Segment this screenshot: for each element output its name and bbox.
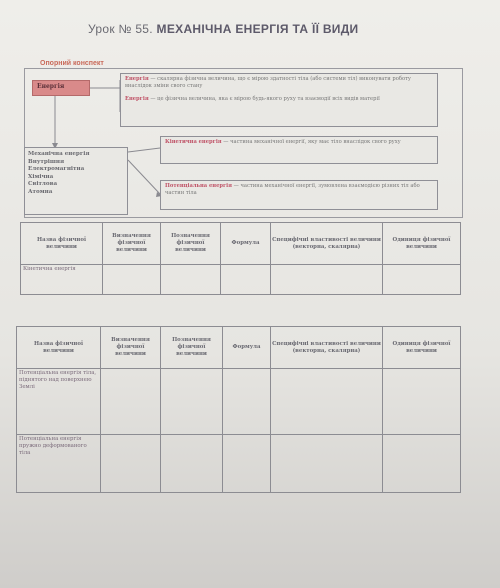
blank-cell[interactable] bbox=[103, 265, 161, 295]
energy-box-label: Енергія bbox=[37, 83, 65, 90]
definitions-box bbox=[120, 73, 438, 127]
header-name: Назва фізичної величини bbox=[21, 223, 103, 265]
header-unit: Одиниця фізичної величини bbox=[383, 327, 461, 369]
header-definition: Визначення фізичної величини bbox=[103, 223, 161, 265]
blank-cell[interactable] bbox=[223, 435, 271, 493]
kinetic-definition bbox=[165, 139, 433, 146]
lesson-title: МЕХАНІЧНА ЕНЕРГІЯ ТА ЇЇ ВИДИ bbox=[156, 22, 359, 36]
potential-text: — частина механічної енергії, зумовлена взаємодією різних тіл або частин тіла bbox=[165, 183, 420, 196]
blank-cell[interactable] bbox=[161, 369, 223, 435]
blank-cell[interactable] bbox=[161, 265, 221, 295]
blank-cell[interactable] bbox=[221, 265, 271, 295]
blank-cell[interactable] bbox=[383, 265, 461, 295]
header-formula: Формула bbox=[221, 223, 271, 265]
energy-type-item: Внутрішня bbox=[28, 158, 65, 165]
energy-types-box bbox=[24, 147, 128, 215]
table-row bbox=[21, 265, 461, 295]
header-formula: Формула bbox=[223, 327, 271, 369]
table-row bbox=[17, 369, 461, 435]
blank-cell[interactable] bbox=[101, 369, 161, 435]
definition-2 bbox=[125, 96, 433, 103]
header-symbol: Позначення фізичної величини bbox=[161, 327, 223, 369]
blank-cell[interactable] bbox=[271, 369, 383, 435]
energy-type-item: Електромагнітна bbox=[28, 166, 85, 173]
kinetic-text: — частина механічної енергії, яку має тіло внаслідок свого руху bbox=[223, 139, 401, 145]
blank-cell[interactable] bbox=[271, 435, 383, 493]
kinetic-term: Кінетична енергія bbox=[165, 139, 222, 145]
table-row bbox=[17, 435, 461, 493]
row-label: Потенціальна енергія тіла, піднятого над поверхнею Землі bbox=[17, 369, 101, 435]
blank-cell[interactable] bbox=[161, 435, 223, 493]
energy-type-item: Хімічна bbox=[28, 173, 54, 180]
blank-cell[interactable] bbox=[383, 369, 461, 435]
kinetic-energy-table bbox=[20, 222, 461, 295]
potential-definition bbox=[165, 183, 433, 197]
lesson-number: Урок № 55. bbox=[88, 22, 153, 36]
definition-1-term: Енергія bbox=[125, 76, 149, 82]
potential-definition-box bbox=[160, 180, 438, 210]
definition-2-text: — це фізична величина, яка є мірою будь-якого руху та взаємодії всіх видів матерії bbox=[150, 96, 380, 102]
definition-1 bbox=[125, 76, 433, 90]
row-label: Потенціальна енергія пружно деформованого тіла bbox=[17, 435, 101, 493]
potential-energy-table bbox=[16, 326, 461, 493]
kinetic-definition-box bbox=[160, 136, 438, 164]
row-label: Кінетична енергія bbox=[21, 265, 103, 295]
header-name: Назва фізичної величини bbox=[17, 327, 101, 369]
energy-type-item: Світлова bbox=[28, 181, 58, 188]
potential-term: Потенціальна енергія bbox=[165, 183, 232, 189]
blank-cell[interactable] bbox=[101, 435, 161, 493]
energy-type-item: Механічна енергія bbox=[28, 151, 90, 157]
energy-type-item: Атомна bbox=[28, 188, 53, 195]
konspekt-label: Опорний конспект bbox=[40, 60, 104, 67]
header-properties: Специфічні властивості величини (векторна, скалярна) bbox=[271, 223, 383, 265]
energy-box bbox=[32, 80, 90, 96]
blank-cell[interactable] bbox=[271, 265, 383, 295]
header-unit: Одиниця фізичної величини bbox=[383, 223, 461, 265]
blank-cell[interactable] bbox=[223, 369, 271, 435]
blank-cell[interactable] bbox=[383, 435, 461, 493]
definition-1-text: — скалярна фізична величина, що є мірою здатності тіла (або системи тіл) виконувати роботу внаслідок зміни свого стану bbox=[125, 76, 411, 89]
header-symbol: Позначення фізичної величини bbox=[161, 223, 221, 265]
header-properties: Специфічні властивості величини (векторна, скалярна) bbox=[271, 327, 383, 369]
definition-2-term: Енергія bbox=[125, 96, 149, 102]
header-definition: Визначення фізичної величини bbox=[101, 327, 161, 369]
